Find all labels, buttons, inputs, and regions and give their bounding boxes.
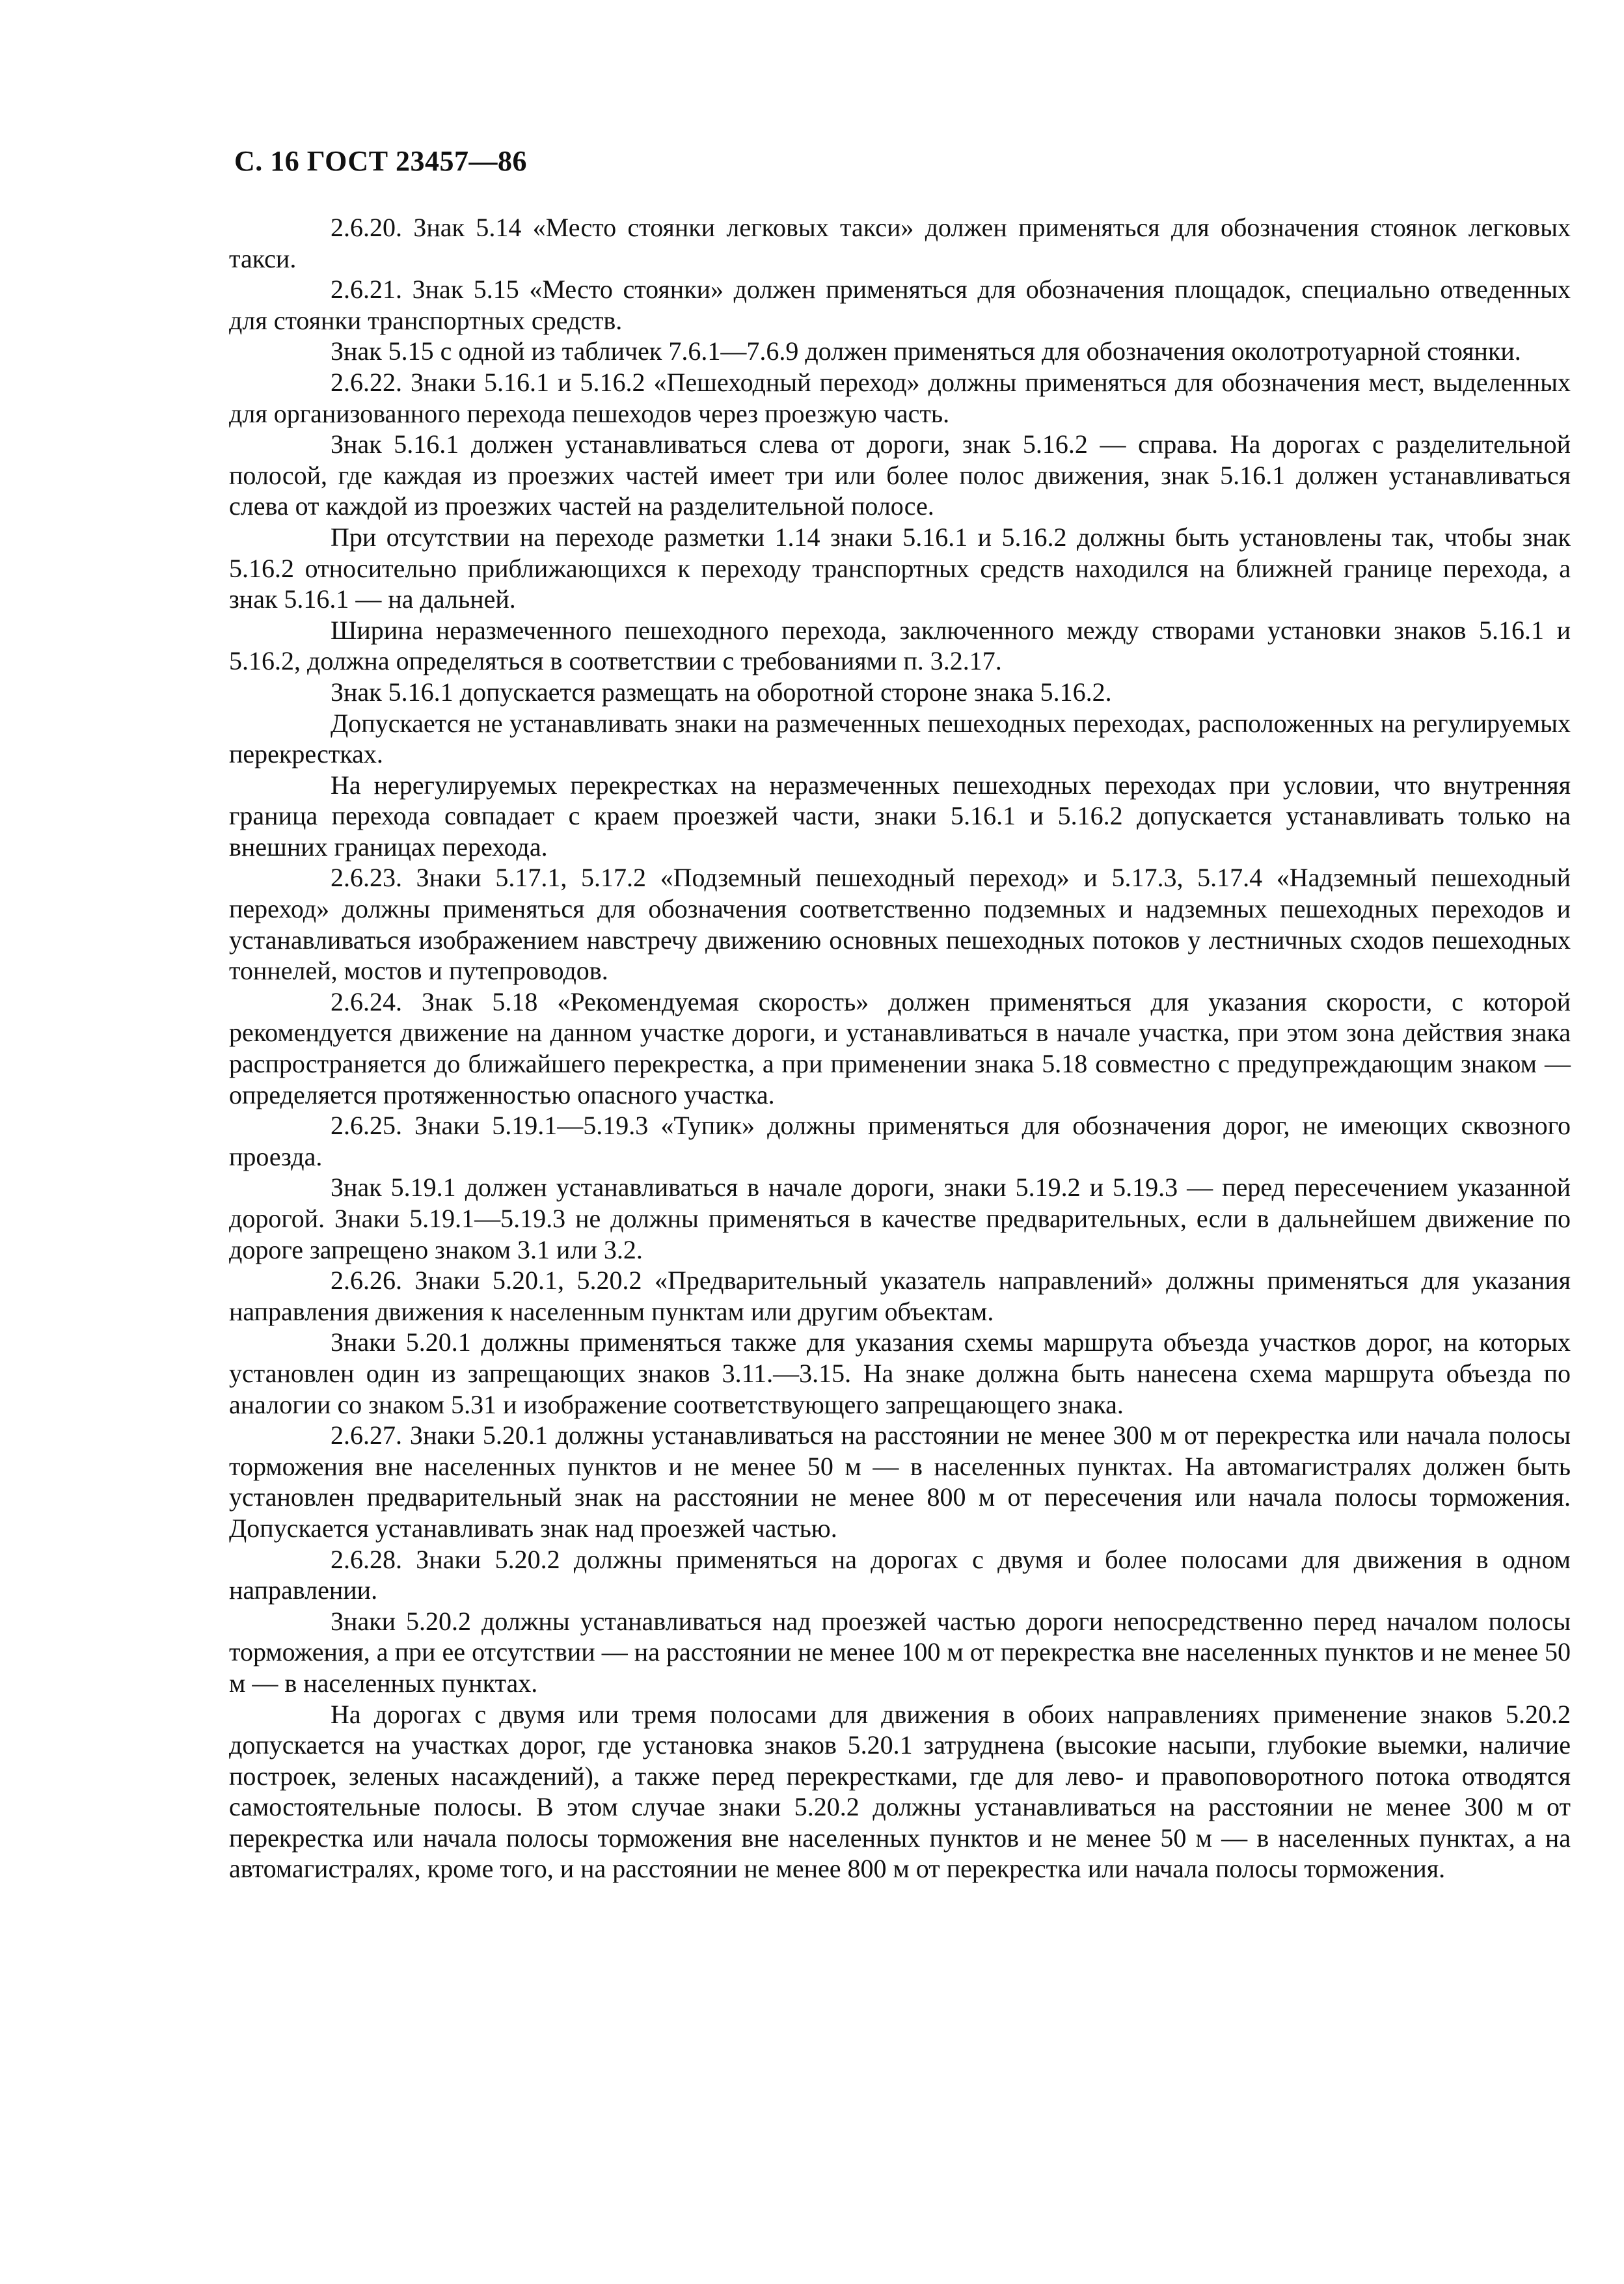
paragraph: 2.6.21. Знак 5.15 «Место стоянки» должен применяться для обозначения площадок, специально отведенных для стоянки транспортных средств. bbox=[229, 275, 1571, 335]
paragraph: 2.6.25. Знаки 5.19.1—5.19.3 «Тупик» должны применяться для обозначения дорог, не имеющих сквозного проезда. bbox=[229, 1111, 1571, 1171]
paragraph: 2.6.28. Знаки 5.20.2 должны применяться на дорогах с двумя и более полосами для движения в одном направлении. bbox=[229, 1544, 1571, 1605]
paragraph: Ширина неразмеченного пешеходного перехода, заключенного между створами установки знаков 5.16.1 и 5.16.2, должна определяться в соответствии с требованиями п. 3.2.17. bbox=[229, 615, 1571, 676]
paragraph: 2.6.20. Знак 5.14 «Место стоянки легковых такси» должен применяться для обозначения стоянок легковых такси. bbox=[229, 213, 1571, 273]
paragraph: 2.6.22. Знаки 5.16.1 и 5.16.2 «Пешеходный переход» должны применяться для обозначения мест, выделенных для организованного перехода пешеходов через проезжую часть. bbox=[229, 367, 1571, 428]
paragraph: Знаки 5.20.1 должны применяться также для указания схемы маршрута объезда участков дорог, на которых установлен один из запрещающих знаков 3.11.—3.15. На знаке должна быть нанесена схема маршрута объезда по аналогии со знаком 5.31 и изображение соответствующего запрещающего знака. bbox=[229, 1327, 1571, 1419]
paragraph: Знак 5.16.1 должен устанавливаться слева от дороги, знак 5.16.2 — справа. На дорогах с разделительной полосой, где каждая из проезжих частей имеет три или более полос движения, знак 5.16.1 должен устанавливаться слева от каждой из проезжих частей на разделительной полосе. bbox=[229, 429, 1571, 521]
paragraph: 2.6.27. Знаки 5.20.1 должны устанавливаться на расстоянии не менее 300 м от перекрестка или начала полосы торможения вне населенных пунктов и не менее 50 м — в населенных пунктах. На автомагистралях должен быть установлен предварительный знак на расстоянии не менее 800 м от пересечения или начала полосы торможения. Допускается устанавливать знак над проезжей частью. bbox=[229, 1421, 1571, 1543]
paragraph: Знак 5.16.1 допускается размещать на оборотной стороне знака 5.16.2. bbox=[331, 677, 1112, 707]
paragraph: 2.6.23. Знаки 5.17.1, 5.17.2 «Подземный пешеходный переход» и 5.17.3, 5.17.4 «Надземный пешеходный переход» должны применяться для обозначения соответственно подземных и надземных пешеходных переходов и устанавливаться изображением навстречу движению основных пешеходных потоков у лестничных сходов пешеходных тоннелей, мостов и путепроводов. bbox=[229, 863, 1571, 986]
page-header: С. 16 ГОСТ 23457—86 bbox=[234, 145, 528, 177]
paragraph: При отсутствии на переходе разметки 1.14 знаки 5.16.1 и 5.16.2 должны быть установлены так, чтобы знак 5.16.2 относительно приближающихся к переходу транспортных средств находился на ближней границе перехода, а знак 5.16.1 — на дальней. bbox=[229, 522, 1571, 614]
paragraph: 2.6.26. Знаки 5.20.1, 5.20.2 «Предварительный указатель направлений» должны применяться для указания направления движения к населенным пунктам или другим объектам. bbox=[229, 1266, 1571, 1326]
paragraph: Знак 5.19.1 должен устанавливаться в начале дороги, знаки 5.19.2 и 5.19.3 — перед пересечением указанной дорогой. Знаки 5.19.1—5.19.3 не должны применяться в качестве предварительных, если в дальнейшем движение по дороге запрещено знаком 3.1 или 3.2. bbox=[229, 1173, 1571, 1264]
paragraph: Допускается не устанавливать знаки на размеченных пешеходных переходах, расположенных на регулируемых перекрестках. bbox=[229, 708, 1571, 769]
document-body bbox=[229, 212, 1571, 1884]
paragraph: На дорогах с двумя или тремя полосами для движения в обоих направлениях применение знаков 5.20.2 допускается на участках дорог, где установка знаков 5.20.1 затруднена (высокие насыпи, глубокие выемки, наличие построек, зеленых насаждений), а также перед перекрестками, где для лево- и правоповоротного потока отводятся самостоятельные полосы. В этом случае знаки 5.20.2 должны устанавливаться на расстоянии не менее 300 м от перекрестка или начала полосы торможения вне населенных пунктов и не менее 50 м — в населенных пунктах, а на автомагистралях, кроме того, и на расстоянии не менее 800 м от перекрестка или начала полосы торможения. bbox=[229, 1699, 1571, 1884]
paragraph: 2.6.24. Знак 5.18 «Рекомендуемая скорость» должен применяться для указания скорости, с которой рекомендуется движение на данном участке дороги, и устанавливаться в начале участка, при этом зона действия знака распространяется до ближайшего перекрестка, а при применении знака 5.18 совместно с предупреждающим знаком — определяется протяженностью опасного участка. bbox=[229, 986, 1571, 1109]
paragraph: На нерегулируемых перекрестках на неразмеченных пешеходных переходах при условии, что внутренняя граница перехода совпадает с краем проезжей части, знаки 5.16.1 и 5.16.2 допускается устанавливать только на внешних границах перехода. bbox=[229, 770, 1571, 862]
paragraph: Знак 5.15 с одной из табличек 7.6.1—7.6.9 должен применяться для обозначения околотротуарной стоянки. bbox=[331, 336, 1521, 366]
paragraph: Знаки 5.20.2 должны устанавливаться над проезжей частью дороги непосредственно перед началом полосы торможения, а при ее отсутствии — на расстоянии не менее 100 м от перекрестка вне населенных пунктов и не менее 50 м — в населенных пунктах. bbox=[229, 1606, 1571, 1698]
